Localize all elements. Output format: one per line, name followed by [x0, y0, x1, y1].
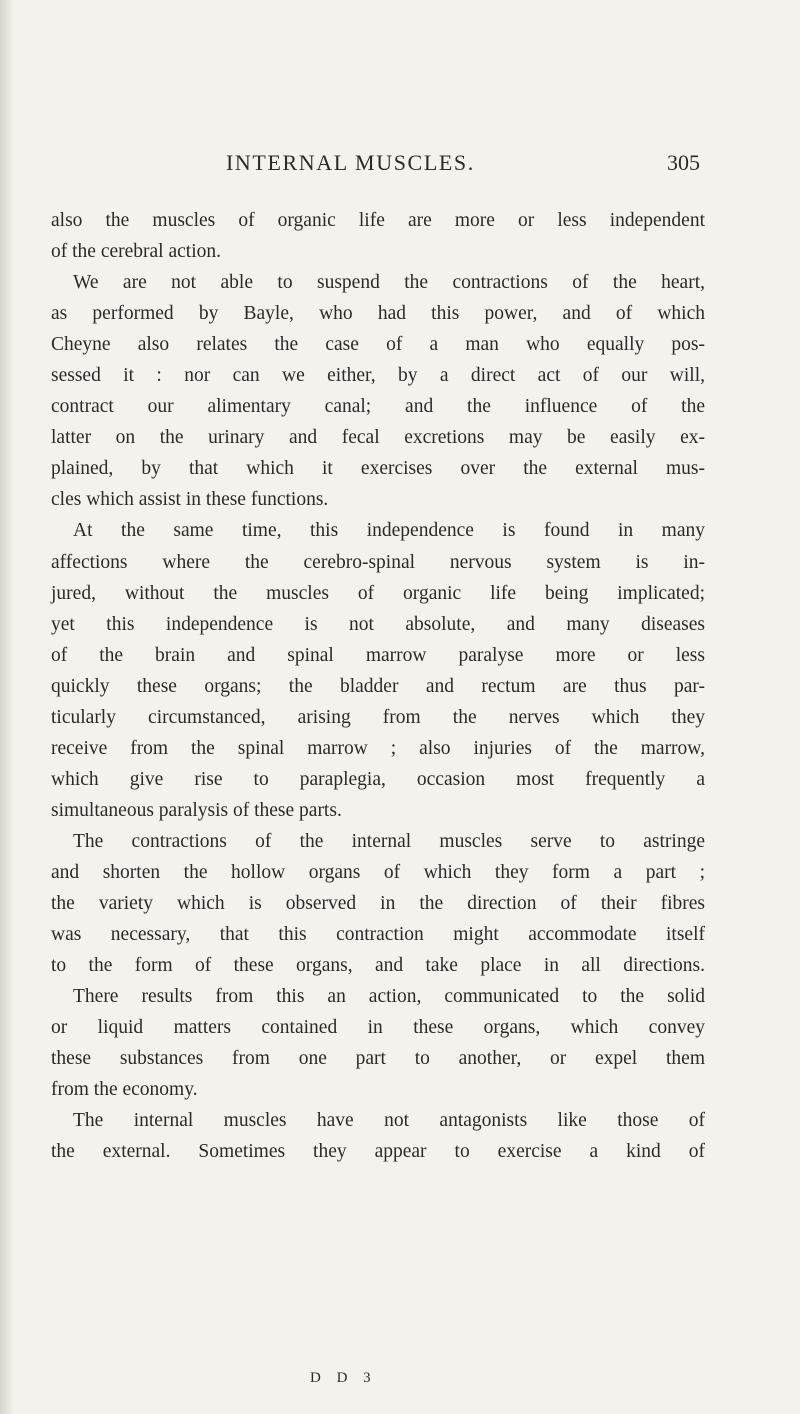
- text-line: of the brain and spinal marrow paralyse more or less: [51, 644, 705, 666]
- paragraph-start-line: We are not able to suspend the contractions of the heart,: [73, 272, 705, 294]
- paragraph-start-line: At the same time, this independence is found in many: [73, 520, 705, 542]
- text-line: as performed by Bayle, who had this power, and of which: [51, 303, 705, 325]
- paragraph-start-line: The internal muscles have not antagonists like those of: [73, 1110, 705, 1132]
- signature-mark: D D 3: [310, 1370, 377, 1386]
- text-line: was necessary, that this contraction might accommodate itself: [51, 924, 705, 946]
- running-head: [226, 150, 700, 186]
- text-line: also the muscles of organic life are more or less independent: [51, 210, 705, 231]
- text-line: to the form of these organs, and take place in all directions.: [51, 955, 705, 977]
- body-text: [51, 205, 705, 1167]
- paragraph-start-line: The contractions of the internal muscles serve to astringe: [73, 830, 705, 852]
- text-line: simultaneous paralysis of these parts.: [51, 799, 342, 821]
- text-line: yet this independence is not absolute, and many diseases: [51, 613, 705, 635]
- text-line: ticularly circumstanced, arising from the nerves which they: [51, 706, 705, 728]
- text-line: affections where the cerebro-spinal nervous system is in-: [51, 551, 705, 573]
- text-line: these substances from one part to another, or expel them: [51, 1048, 705, 1070]
- text-line: the variety which is observed in the direction of their fibres: [51, 893, 705, 915]
- text-line: jured, without the muscles of organic life being implicated;: [51, 582, 705, 604]
- text-line: contract our alimentary canal; and the influence of the: [51, 396, 705, 418]
- text-line: or liquid matters contained in these organs, which convey: [51, 1017, 705, 1039]
- text-line: which give rise to paraplegia, occasion most frequently a: [51, 768, 705, 790]
- text-line: latter on the urinary and fecal excretions may be easily ex-: [51, 427, 705, 449]
- page-gutter-shadow: [0, 0, 14, 1414]
- text-line: from the economy.: [51, 1079, 198, 1101]
- paragraph-start-line: There results from this an action, communicated to the solid: [73, 986, 705, 1008]
- text-line: of the cerebral action.: [51, 241, 221, 263]
- text-line: plained, by that which it exercises over the external mus-: [51, 458, 705, 480]
- text-line: Cheyne also relates the case of a man who equally pos-: [51, 334, 705, 356]
- text-line: quickly these organs; the bladder and rectum are thus par-: [51, 675, 705, 697]
- text-line: cles which assist in these functions.: [51, 489, 329, 511]
- text-line: sessed it : nor can we either, by a direct act of our will,: [51, 365, 705, 387]
- text-line: receive from the spinal marrow ; also injuries of the marrow,: [51, 737, 705, 759]
- text-line: the external. Sometimes they appear to exercise a kind of: [51, 1141, 705, 1163]
- text-line: and shorten the hollow organs of which they form a part ;: [51, 861, 705, 883]
- running-head-title: INTERNAL MUSCLES.: [226, 150, 475, 175]
- page-number: 305: [667, 150, 700, 175]
